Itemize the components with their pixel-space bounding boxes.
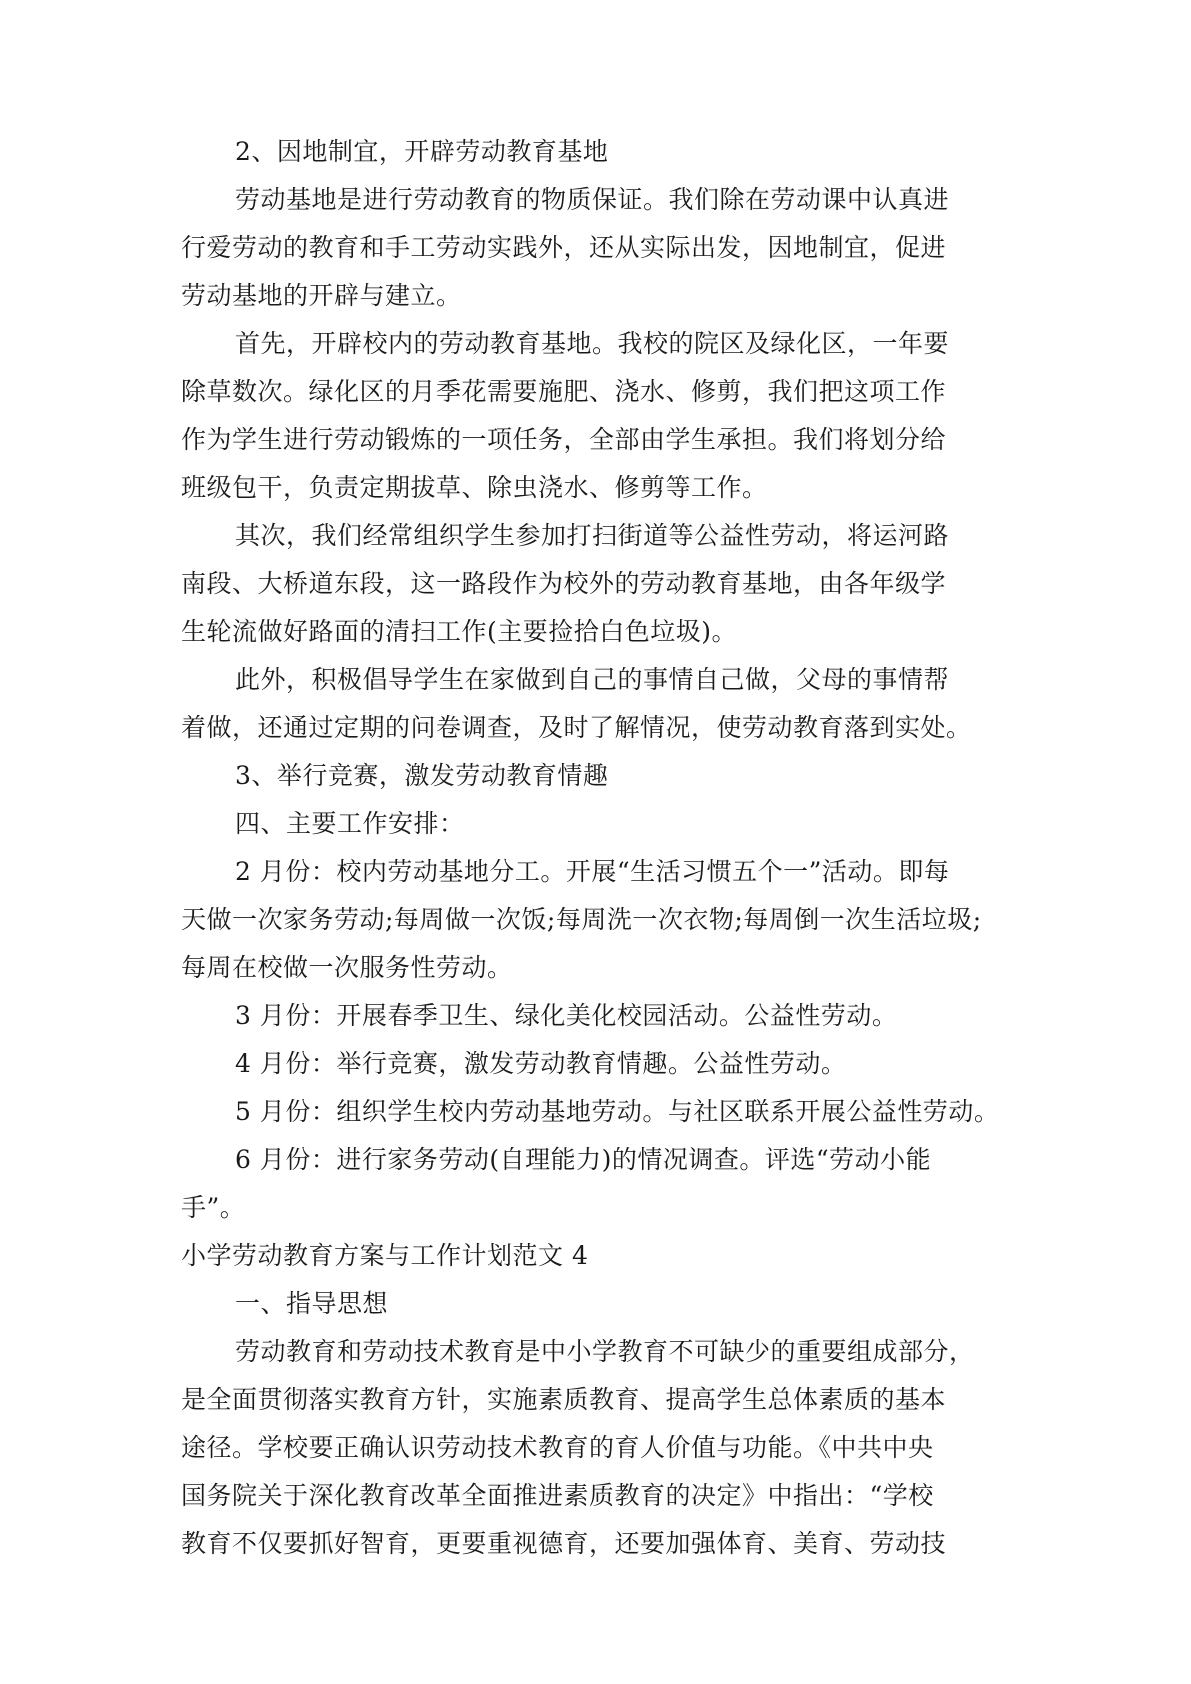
text-line: 一、指导思想: [235, 1289, 389, 1318]
text-line: 行爱劳动的教育和手工劳动实践外，还从实际出发，因地制宜，促进: [181, 233, 947, 262]
text-line: 是全面贯彻落实教育方针，实施素质教育、提高学生总体素质的基本: [181, 1385, 947, 1414]
text-line: 此外，积极倡导学生在家做到自己的事情自己做，父母的事情帮: [235, 665, 950, 694]
text-line: 劳动基地的开辟与建立。: [181, 281, 462, 310]
text-line: 天做一次家务劳动;每周做一次饭;每周洗一次衣物;每周倒一次生活垃圾;: [181, 905, 982, 934]
text-line: 生轮流做好路面的清扫工作(主要捡拾白色垃圾)。: [181, 617, 738, 646]
text-line: 5 月份：组织学生校内劳动基地劳动。与社区联系开展公益性劳动。: [235, 1097, 1000, 1126]
text-line: 2 月份：校内劳动基地分工。开展“生活习惯五个一”活动。即每: [235, 857, 950, 886]
text-line: 6 月份：进行家务劳动(自理能力)的情况调查。评选“劳动小能: [235, 1145, 932, 1174]
text-line: 着做，还通过定期的问卷调查，及时了解情况，使劳动教育落到实处。: [181, 713, 972, 742]
text-line: 3 月份：开展春季卫生、绿化美化校园活动。公益性劳动。: [235, 1001, 898, 1030]
text-line: 除草数次。绿化区的月季花需要施肥、浇水、修剪，我们把这项工作: [181, 377, 947, 406]
text-line: 首先，开辟校内的劳动教育基地。我校的院区及绿化区，一年要: [235, 329, 950, 358]
text-line: 其次，我们经常组织学生参加打扫街道等公益性劳动，将运河路: [235, 521, 950, 550]
text-line: 途径。学校要正确认识劳动技术教育的育人价值与功能。《中共中央: [181, 1433, 934, 1462]
text-line: 教育不仅要抓好智育，更要重视德育，还要加强体育、美育、劳动技: [181, 1529, 947, 1558]
text-line: 四、主要工作安排：: [235, 809, 465, 838]
text-line: 3、举行竞赛，激发劳动教育情趣: [235, 761, 609, 790]
text-line: 每周在校做一次服务性劳动。: [181, 953, 513, 982]
document-page: [181, 128, 1023, 1568]
text-line: 小学劳动教育方案与工作计划范文 4: [181, 1241, 589, 1270]
text-line: 4 月份：举行竞赛，激发劳动教育情趣。公益性劳动。: [235, 1049, 847, 1078]
text-line: 劳动基地是进行劳动教育的物质保证。我们除在劳动课中认真进: [235, 185, 950, 214]
text-line: 南段、大桥道东段，这一路段作为校外的劳动教育基地，由各年级学: [181, 569, 947, 598]
text-line: 劳动教育和劳动技术教育是中小学教育不可缺少的重要组成部分，: [235, 1337, 975, 1366]
document-body: [181, 128, 1023, 1568]
text-line: 作为学生进行劳动锻炼的一项任务，全部由学生承担。我们将划分给: [181, 425, 947, 454]
text-line: 班级包干，负责定期拔草、除虫浇水、修剪等工作。: [181, 473, 768, 502]
text-line: 2、因地制宜，开辟劳动教育基地: [235, 137, 609, 166]
text-line: 手”。: [181, 1193, 246, 1222]
text-line: 国务院关于深化教育改革全面推进素质教育的决定》中指出：“学校: [181, 1481, 934, 1510]
